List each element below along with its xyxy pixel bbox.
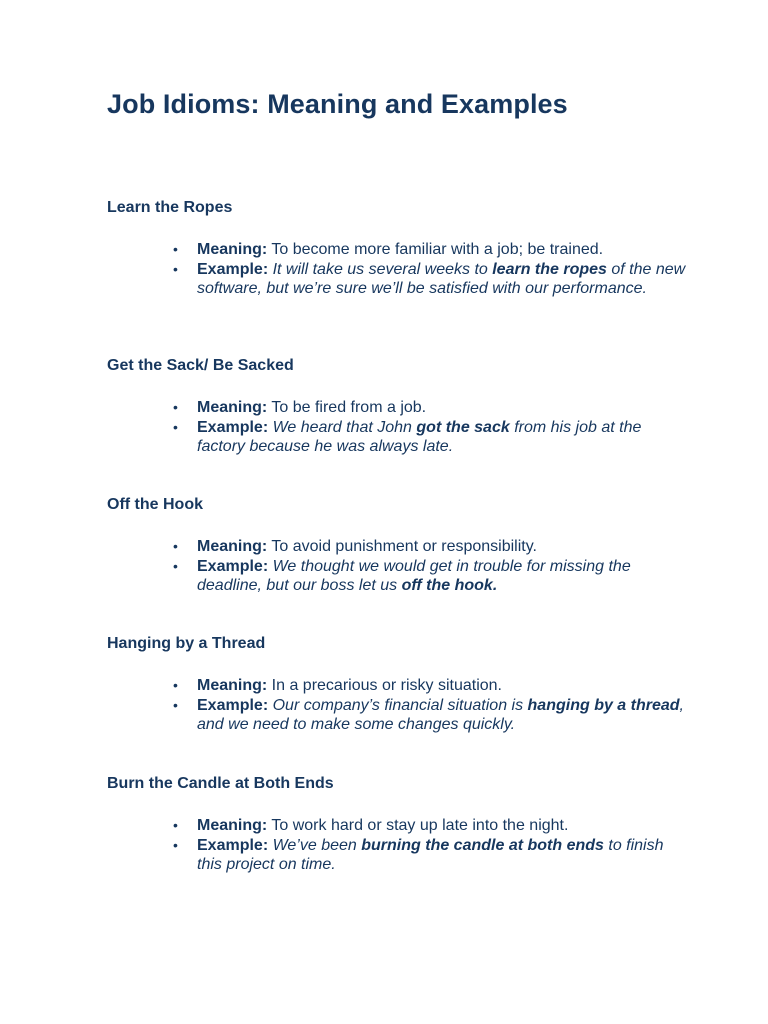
idiom-heading: Off the Hook — [107, 496, 203, 513]
example-label: Example: — [197, 836, 269, 854]
idiom-bullets — [107, 240, 687, 299]
idiom-highlight: learn the ropes — [492, 260, 607, 278]
idiom-highlight: hanging by a thread — [527, 696, 680, 714]
example-text-end: of the new software, but we’re sure we’ll be satisfied with our performance. — [197, 260, 686, 297]
meaning-item — [107, 398, 687, 418]
bullet-icon: • — [173, 399, 178, 415]
meaning-text: To become more familiar with a job; be trained. — [271, 241, 604, 258]
example-text — [197, 261, 685, 298]
page-title: Job Idioms: Meaning and Examples — [107, 89, 568, 119]
bullet-icon: • — [173, 696, 178, 713]
bullet-icon: • — [173, 418, 178, 435]
example-text-start: Our company’s financial situation is — [272, 696, 528, 714]
example-text-start: It will take us several weeks to — [272, 260, 493, 278]
example-item — [107, 557, 687, 596]
example-text-start: We heard that John — [272, 418, 417, 436]
example-label: Example: — [197, 557, 269, 575]
bullet-icon: • — [173, 241, 178, 257]
example-text-end: to finish this project on time. — [197, 836, 664, 873]
idiom-highlight: burning the candle at both ends — [361, 836, 604, 854]
bullet-icon: • — [173, 817, 178, 833]
bullet-icon: • — [173, 260, 178, 277]
idiom-highlight: off the hook. — [401, 577, 498, 594]
example-text-start: We’ve been — [272, 836, 362, 854]
bullet-icon: • — [173, 557, 178, 574]
example-label: Example: — [197, 696, 269, 714]
idiom-section — [107, 198, 687, 299]
meaning-label: Meaning: — [197, 677, 268, 694]
idiom-bullets — [107, 398, 687, 457]
meaning-text: To be fired from a job. — [271, 399, 427, 416]
bullet-icon: • — [173, 836, 178, 853]
meaning-label: Meaning: — [197, 817, 268, 834]
idiom-section — [107, 356, 687, 457]
example-item — [107, 836, 687, 875]
example-text-end: , and we need to make some changes quickly. — [197, 696, 684, 733]
meaning-item — [107, 676, 687, 696]
meaning-text: To avoid punishment or responsibility. — [271, 538, 537, 555]
meaning-text: In a precarious or risky situation. — [271, 677, 502, 694]
example-label: Example: — [197, 418, 269, 436]
idiom-heading: Get the Sack/ Be Sacked — [107, 357, 294, 374]
example-text — [197, 697, 684, 734]
meaning-item — [107, 816, 687, 836]
bullet-icon: • — [173, 677, 178, 693]
meaning-item — [107, 240, 687, 260]
idiom-section — [107, 634, 687, 735]
idiom-section — [107, 495, 687, 596]
idiom-heading: Burn the Candle at Both Ends — [107, 775, 334, 792]
example-item — [107, 418, 687, 457]
example-label: Example: — [197, 260, 269, 278]
meaning-item — [107, 537, 687, 557]
meaning-label: Meaning: — [197, 241, 268, 258]
idiom-bullets — [107, 676, 687, 735]
meaning-label: Meaning: — [197, 399, 268, 416]
idiom-bullets — [107, 537, 687, 596]
idiom-heading: Hanging by a Thread — [107, 635, 266, 652]
example-item — [107, 260, 687, 299]
meaning-text: To work hard or stay up late into the night. — [271, 817, 569, 834]
idiom-heading: Learn the Ropes — [107, 199, 233, 216]
bullet-icon: • — [173, 538, 178, 554]
meaning-label: Meaning: — [197, 538, 268, 555]
idiom-highlight: got the sack — [416, 418, 510, 436]
example-text-end: from his job at the factory because he was always late. — [197, 418, 642, 455]
example-text-start: We thought we would get in trouble for missing the deadline, but our boss let us — [197, 557, 631, 594]
idiom-bullets — [107, 816, 687, 875]
example-item — [107, 696, 687, 735]
idiom-section — [107, 774, 687, 875]
